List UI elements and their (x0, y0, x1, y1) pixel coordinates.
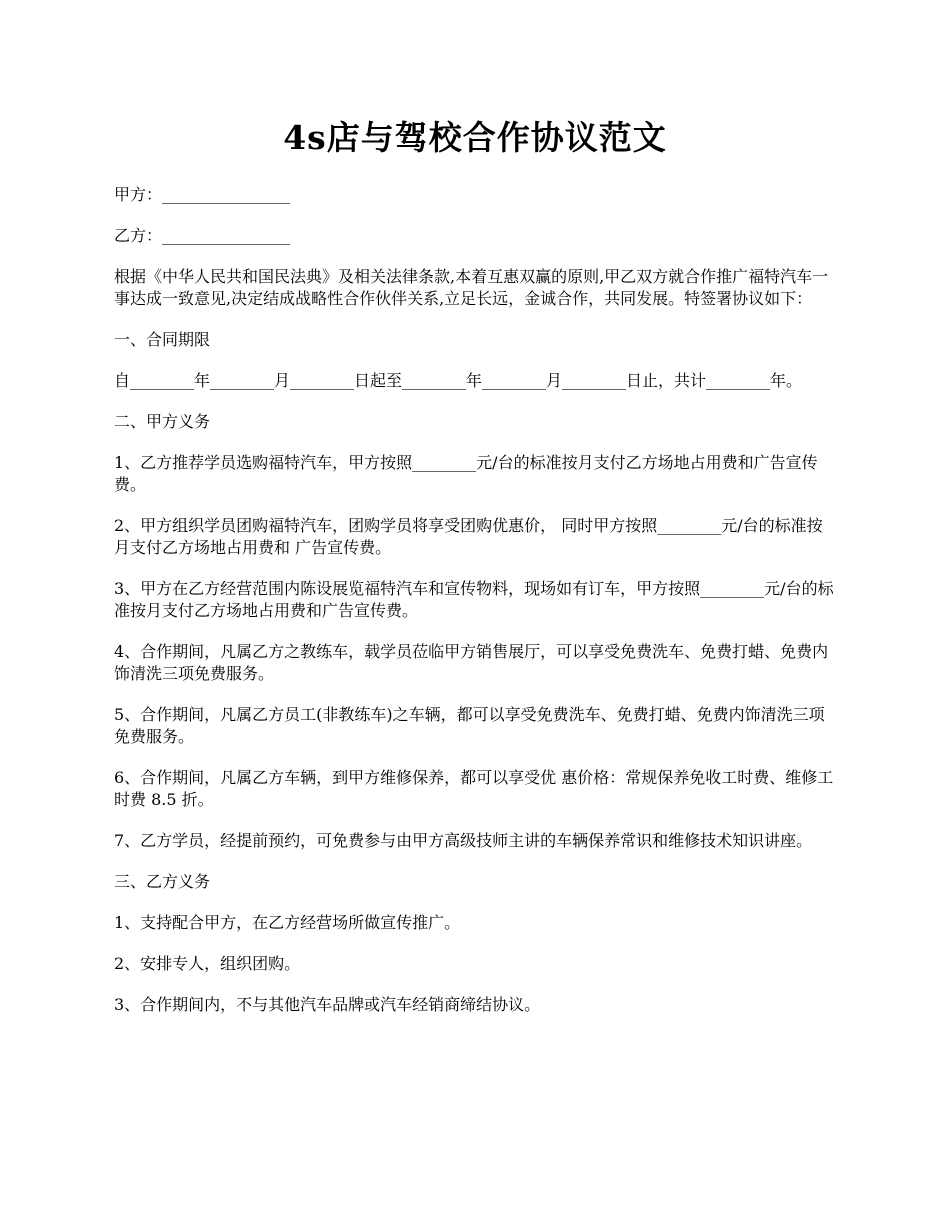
party-b-duty-2: 2、安排专人，组织团购。 (114, 954, 301, 973)
party-a-duty-6: 6、合作期间，凡属乙方车辆，到甲方维修保养，都可以享受优 惠价格：常规保养免收工时费、维修工时费 8.5 折。 (114, 768, 834, 809)
preamble-paragraph: 根据《中华人民共和国民法典》及相关法律条款,本着互惠双赢的原则,甲乙双方就合作推广福特汽车一事达成一致意见,决定结成战略性合作伙伴关系,立足长远，金诚合作，共同发展。特签署协议如下： (114, 267, 829, 308)
party-b-line: 乙方：________________ (114, 226, 291, 245)
section-heading-party-b-duties: 三、乙方义务 (114, 872, 211, 891)
party-a-duty-2: 2、甲方组织学员团购福特汽车，团购学员将享受团购优惠价， 同时甲方按照________元/台的标准按月支付乙方场地占用费和 广告宣传费。 (114, 516, 823, 557)
party-a-duty-3: 3、甲方在乙方经营范围内陈设展览福特汽车和宣传物料，现场如有订车，甲方按照________元/台的标准按月支付乙方场地占用费和广告宣传费。 (114, 579, 834, 620)
section-heading-party-a-duties: 二、甲方义务 (114, 412, 211, 431)
party-a-duty-5: 5、合作期间，凡属乙方员工(非教练车)之车辆，都可以享受免费洗车、免费打蜡、免费内饰清洗三项免费服务。 (114, 705, 825, 746)
party-b-duty-1: 1、支持配合甲方，在乙方经营场所做宣传推广。 (114, 913, 461, 932)
party-b-duty-3: 3、合作期间内，不与其他汽车品牌或汽车经销商缔结协议。 (114, 995, 541, 1014)
document-title: 4s店与驾校合作协议范文 (283, 118, 667, 157)
document-body (114, 184, 838, 1035)
party-a-duty-7: 7、乙方学员，经提前预约，可免费参与由甲方高级技师主讲的车辆保养常识和维修技术知识讲座。 (114, 831, 813, 850)
party-a-duty-4: 4、合作期间，凡属乙方之教练车，载学员莅临甲方销售展厅，可以享受免费洗车、免费打蜡、免费内饰清洗三项免费服务。 (114, 642, 829, 683)
party-a-duty-1: 1、乙方推荐学员选购福特汽车，甲方按照________元/台的标准按月支付乙方场地占用费和广告宣传费。 (114, 453, 818, 494)
term-paragraph: 自________年________月________日起至________年________月________日止，共计________年。 (114, 371, 803, 390)
party-a-line: 甲方：________________ (114, 185, 291, 204)
section-heading-term: 一、合同期限 (114, 330, 211, 349)
